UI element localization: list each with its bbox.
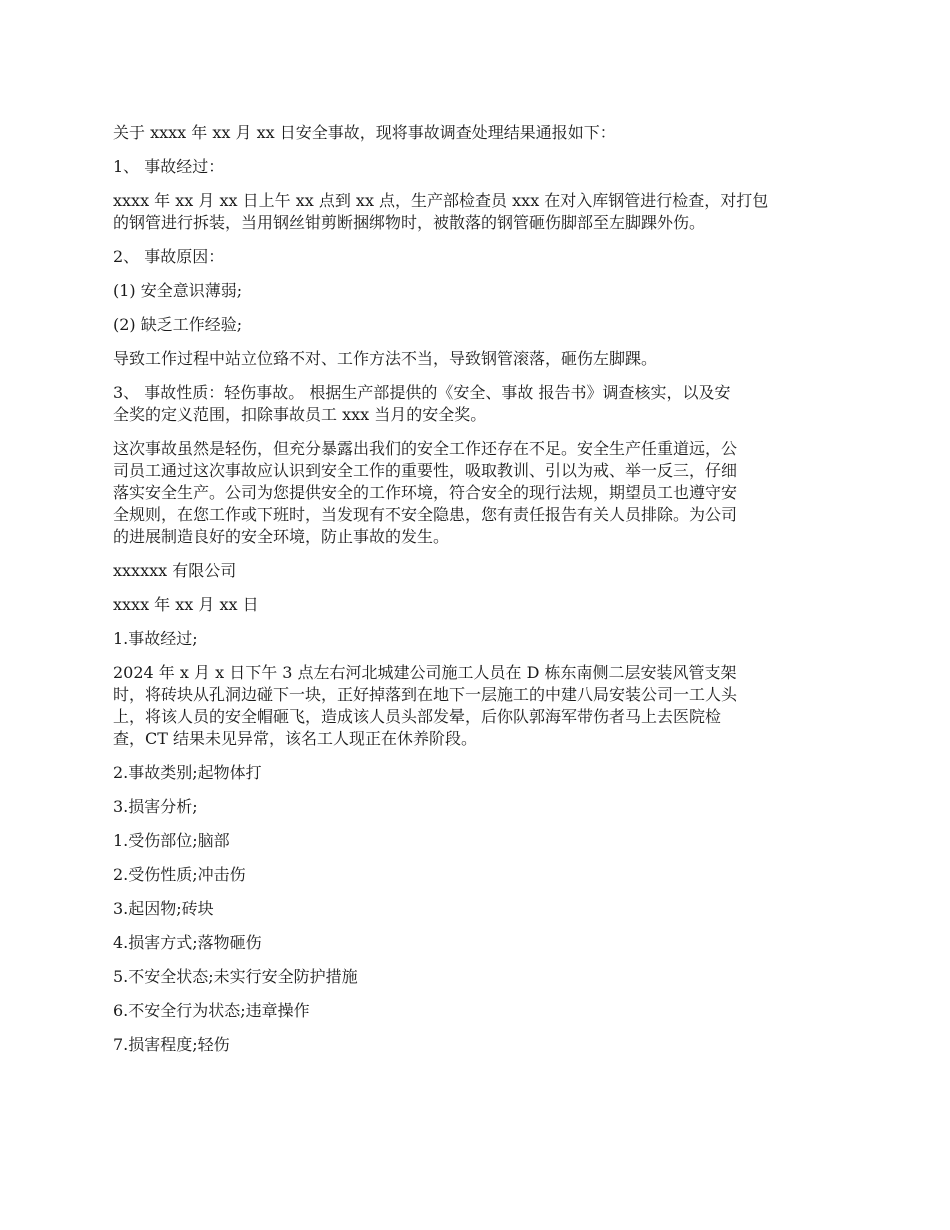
document-paragraph <box>113 796 833 818</box>
document-paragraph <box>113 190 833 234</box>
text-line: 6.不安全行为状态;违章操作 <box>113 1001 310 1020</box>
text-line: 这次事故虽然是轻伤，但充分暴露出我们的安全工作还存在不足。安全生产任重道远，公 <box>113 439 738 458</box>
text-line: 查，CT 结果未见异常，该名工人现正在休养阶段。 <box>113 729 478 748</box>
document-paragraph <box>113 762 833 784</box>
text-line: 3.损害分析; <box>113 797 198 816</box>
text-line: xxxx 年 xx 月 xx 日上午 xx 点到 xx 点，生产部检查员 xxx 在对入库钢管进行检查，对打包 <box>113 191 769 210</box>
text-line: 2024 年 x 月 x 日下午 3 点左右河北城建公司施工人员在 D 栋东南侧二层安装风管支架 <box>113 663 737 682</box>
document-paragraph <box>113 560 833 582</box>
text-line: 2.受伤性质;冲击伤 <box>113 865 246 884</box>
document-paragraph <box>113 830 833 852</box>
document-paragraph <box>113 628 833 650</box>
text-line: 1、 事故经过： <box>113 157 225 176</box>
text-line: 时，将砖块从孔洞边碰下一块，正好掉落到在地下一层施工的中建八局安装公司一工人头 <box>113 685 738 704</box>
document-paragraph <box>113 280 833 302</box>
text-line: 5.不安全状态;未实行安全防护措施 <box>113 967 358 986</box>
text-line: 4.损害方式;落物砸伤 <box>113 933 262 952</box>
document-paragraph <box>113 156 833 178</box>
document-paragraph <box>113 246 833 268</box>
text-line: 2.事故类别;起物体打 <box>113 763 262 782</box>
text-line: 关于 xxxx 年 xx 月 xx 日安全事故，现将事故调查处理结果通报如下： <box>113 123 616 142</box>
text-line: 的钢管进行拆装，当用钢丝钳剪断捆绑物时，被散落的钢管砸伤脚部至左脚踝外伤。 <box>113 213 706 232</box>
text-line: 3.起因物;砖块 <box>113 899 214 918</box>
text-line: 落实安全生产。公司为您提供安全的工作环境，符合安全的现行法规，期望员工也遵守安 <box>113 483 738 502</box>
text-line: xxxxxx 有限公司 <box>113 561 237 580</box>
document-paragraph <box>113 438 833 548</box>
text-line: 7.损害程度;轻伤 <box>113 1035 230 1054</box>
text-line: (1) 安全意识薄弱; <box>113 281 243 300</box>
document-paragraph <box>113 864 833 886</box>
text-line: 司员工通过这次事故应认识到安全工作的重要性，吸取教训、引以为戒、举一反三，仔细 <box>113 461 738 480</box>
text-line: 1.事故经过; <box>113 629 198 648</box>
text-line: 导致工作过程中站立位臵不对、工作方法不当，导致钢管滚落，砸伤左脚踝。 <box>113 349 658 368</box>
document-paragraph <box>113 966 833 988</box>
document-paragraph <box>113 382 833 426</box>
document-paragraph <box>113 1034 833 1056</box>
text-line: xxxx 年 xx 月 xx 日 <box>113 595 259 614</box>
text-line: 3、 事故性质：轻伤事故。 根据生产部提供的《安全、事故 报告书》调查核实，以及安 <box>113 383 731 402</box>
text-line: 的进展制造良好的安全环境，防止事故的发生。 <box>113 527 450 546</box>
text-line: 1.受伤部位;脑部 <box>113 831 230 850</box>
document-paragraph <box>113 898 833 920</box>
text-line: (2) 缺乏工作经验; <box>113 315 243 334</box>
document-paragraph <box>113 662 833 750</box>
document-paragraph <box>113 1000 833 1022</box>
document-paragraph <box>113 122 833 144</box>
text-line: 全奖的定义范围，扣除事故员工 xxx 当月的安全奖。 <box>113 405 487 424</box>
text-line: 上，将该人员的安全帽砸飞，造成该人员头部发晕，后你队郭海军带伤者马上去医院检 <box>113 707 722 726</box>
document-paragraph <box>113 314 833 336</box>
document-paragraph <box>113 594 833 616</box>
document-paragraph <box>113 348 833 370</box>
text-line: 全规则，在您工作或下班时，当发现有不安全隐患，您有责任报告有关人员排除。为公司 <box>113 505 738 524</box>
text-line: 2、 事故原因： <box>113 247 225 266</box>
document-body <box>113 122 833 1068</box>
document-paragraph <box>113 932 833 954</box>
